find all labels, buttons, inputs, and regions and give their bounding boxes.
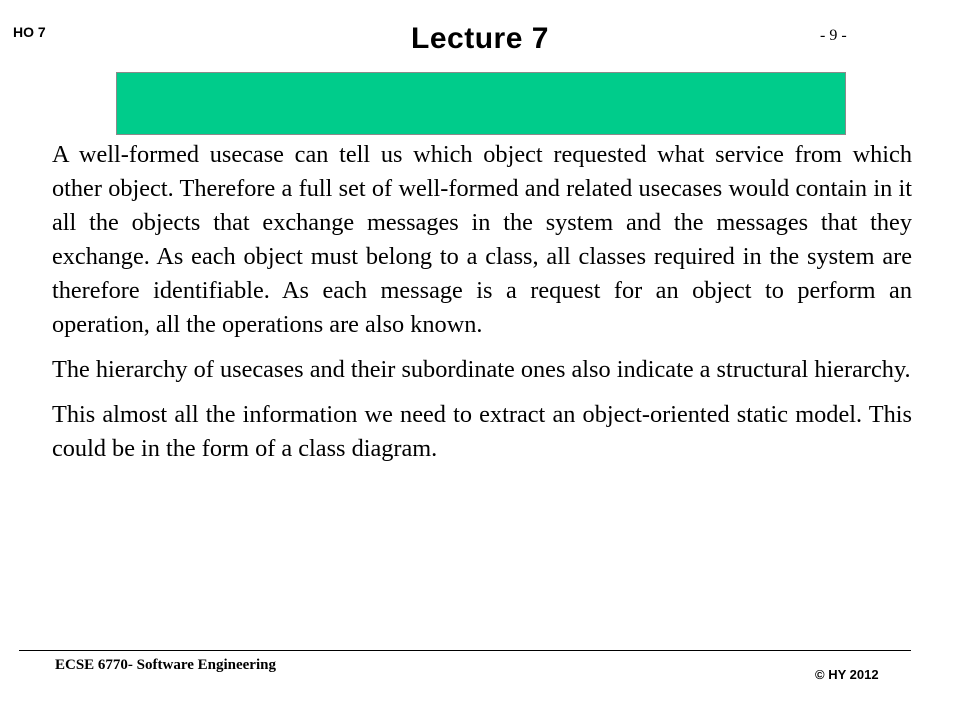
page-title: Lecture 7 (411, 22, 549, 55)
footer-course: ECSE 6770- Software Engineering (55, 657, 276, 673)
footer-copyright: © HY 2012 (815, 667, 879, 682)
footer-divider (19, 650, 911, 651)
paragraph-usecases: A well-formed usecase can tell us which object requested what service from which other object. Therefore a full set of well-formed and related usecases would contain in it all the objects that exchange messages in the system and the messages that they exchange. As each object must belong to a class, all classes required in the system are therefore identifiable. As each message is a request for an object to perform an operation, all the operations are also known. (52, 141, 912, 338)
paragraph-hierarchy: The hierarchy of usecases and their subordinate ones also indicate a structural hierarchy. (52, 356, 911, 383)
title-banner (116, 72, 846, 135)
page-number: - 9 - (820, 27, 847, 44)
handout-label: HO 7 (13, 24, 46, 40)
body-text (52, 138, 912, 477)
paragraph-static-model: This almost all the information we need to extract an object-oriented static model. This could be in the form of a class diagram. (52, 401, 912, 462)
